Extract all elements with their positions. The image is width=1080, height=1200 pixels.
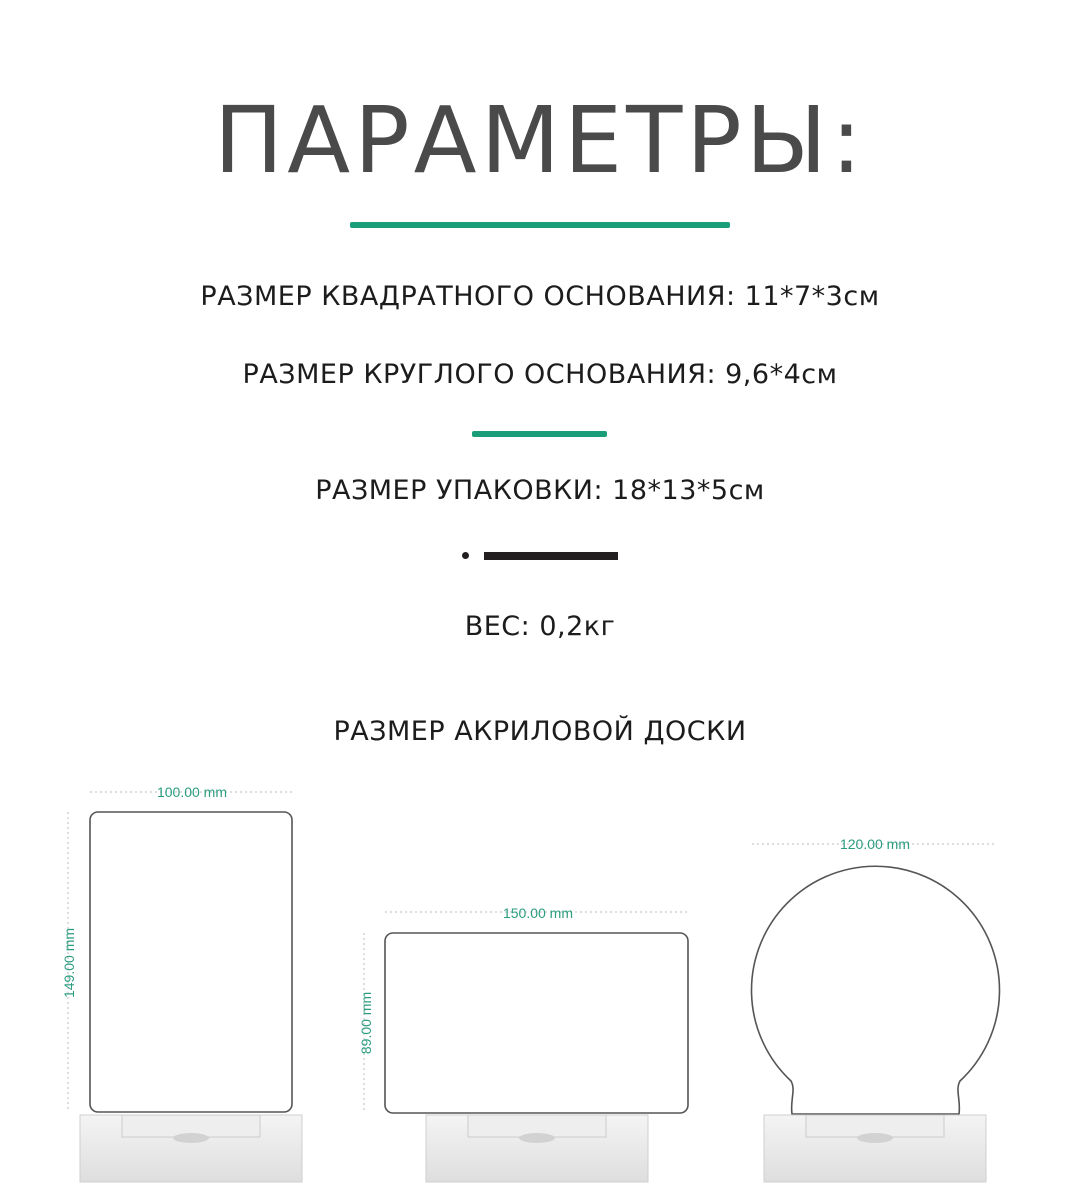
dark-divider: [484, 552, 618, 560]
round-board: [752, 866, 1000, 1114]
page-title: ПАРАМЕТРЫ:: [214, 87, 866, 194]
divider-dot: [462, 552, 469, 559]
round-width-label: 120.00 mm: [839, 836, 911, 852]
green-divider: [472, 431, 607, 437]
spec-weight: ВЕС: 0,2кг: [464, 611, 616, 642]
board-size-heading: РАЗМЕР АКРИЛОВОЙ ДОСКИ: [333, 716, 747, 747]
title-underline: [350, 222, 730, 228]
spec-square-base: РАЗМЕР КВАДРАТНОГО ОСНОВАНИЯ: 11*7*3см: [200, 281, 880, 312]
acrylic-board-diagrams: [0, 770, 1080, 1190]
portrait-width-label: 100.00 mm: [156, 784, 228, 800]
portrait-board: [90, 812, 292, 1112]
landscape-height-label: 89.00 mm: [358, 991, 374, 1055]
portrait-height-label: 149.00 mm: [61, 927, 77, 999]
landscape-width-label: 150.00 mm: [502, 905, 574, 921]
spec-round-base: РАЗМЕР КРУГЛОГО ОСНОВАНИЯ: 9,6*4см: [242, 359, 838, 390]
portrait-board-diagram: [61, 784, 302, 1182]
spec-package: РАЗМЕР УПАКОВКИ: 18*13*5см: [315, 475, 765, 506]
landscape-board: [385, 933, 688, 1113]
round-board-diagram: [752, 836, 1000, 1182]
landscape-board-diagram: [358, 905, 688, 1182]
